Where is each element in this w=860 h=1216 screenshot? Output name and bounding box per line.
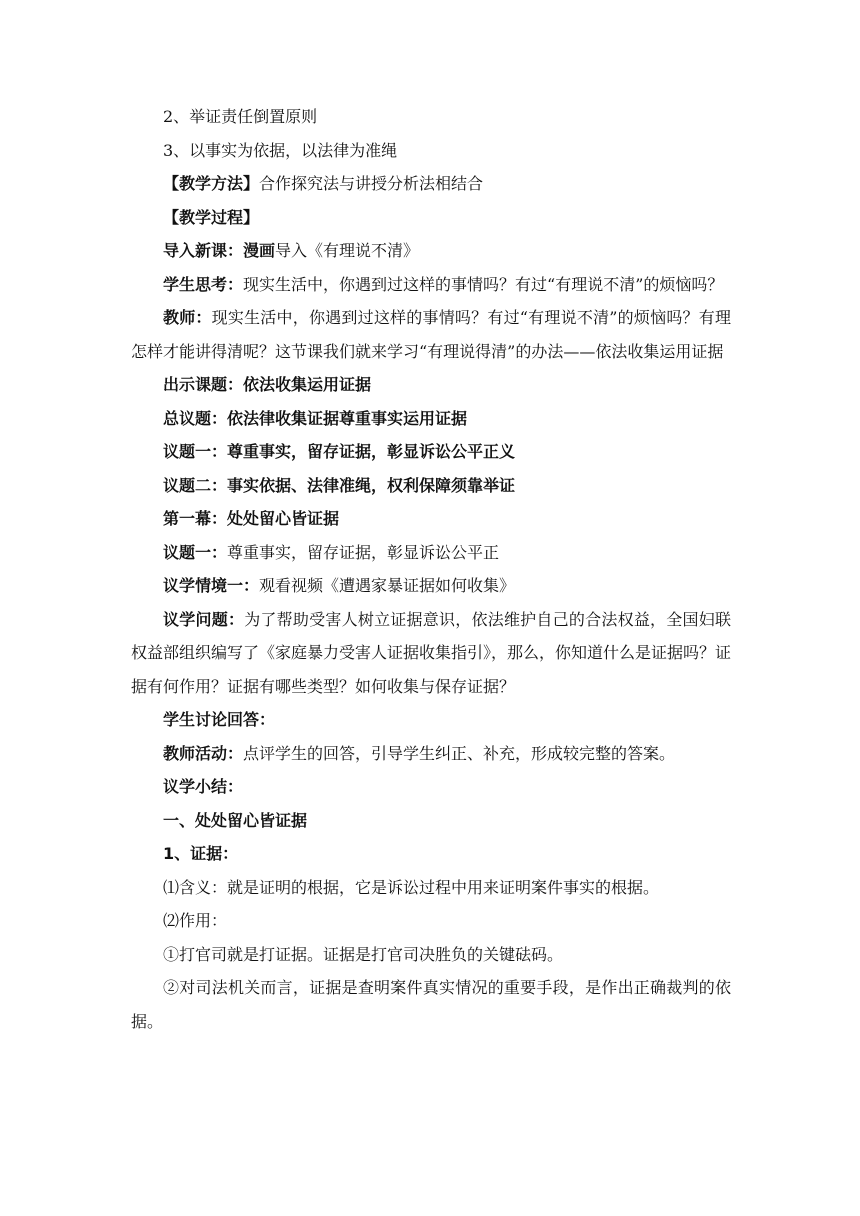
text-line: ⑵作用：: [163, 911, 228, 930]
paragraph-topic-two: [131, 469, 731, 503]
section-label: 议学问题：: [163, 609, 245, 629]
text-line: ②对司法机关而言，证据是查明案件真实情况的重要手段，是作出正确裁判的依据。: [131, 978, 731, 1031]
paragraph-introduction: [131, 234, 731, 268]
paragraph-student-discussion: [131, 703, 731, 737]
paragraph-role-one: [131, 938, 731, 972]
text-line: 尊重事实，留存证据，彰显诉讼公平正: [227, 542, 500, 562]
paragraph-topic-one: [131, 435, 731, 469]
heading-evidence-everywhere: [131, 804, 731, 838]
text-line: 导入《有理说不清》: [275, 241, 420, 260]
paragraph-evidence-meaning: [131, 871, 731, 905]
text-line: 观看视频《遭遇家暴证据如何收集》: [259, 576, 516, 595]
text-line: 总议题：依法律收集证据尊重事实运用证据: [163, 408, 468, 428]
paragraph-scenario-one: [131, 569, 731, 603]
text-line: 合作探究法与讲授分析法相结合: [259, 174, 484, 193]
text-line: 现实生活中，你遇到过这样的事情吗？有过“有理说不清”的烦恼吗？: [243, 274, 724, 294]
text-line: 第一幕：处处留心皆证据: [163, 509, 340, 528]
paragraph-student-thinking: [131, 268, 731, 302]
section-label: 教师：: [163, 308, 212, 327]
text-line: 出示课题：依法收集运用证据: [163, 375, 372, 394]
bold-text: 漫画: [243, 241, 276, 260]
paragraph-facts-and-law: [131, 134, 731, 168]
section-label: 议题一：: [163, 542, 228, 562]
paragraph-teaching-method: [131, 167, 731, 201]
heading-evidence: [131, 837, 731, 871]
section-label: 学生思考：: [163, 274, 244, 294]
text-line: 议学小结：: [163, 777, 244, 796]
text-line: 现实生活中，你遇到过这样的事情吗？有过“有理说不清”的烦恼吗？有理怎样才能讲得清呢？这节课我们就来学习“有理说得清”的办法——依法收集运用证据: [131, 308, 731, 361]
paragraph-show-topic: [131, 368, 731, 402]
section-label: 【教学方法】: [163, 174, 260, 193]
paragraph-summary: [131, 770, 731, 804]
section-label: 议学情境一：: [163, 576, 260, 595]
paragraph-act-one: [131, 502, 731, 536]
section-label: 【教学过程】: [163, 207, 260, 227]
text-line: ①打官司就是打证据。证据是打官司决胜负的关键砝码。: [163, 944, 564, 964]
paragraph-evidence-role: [131, 904, 731, 938]
paragraph-burden-of-proof: [131, 100, 731, 134]
paragraph-role-two: [131, 971, 731, 1038]
text-line: 1、证据：: [163, 844, 239, 863]
paragraph-teacher: [131, 301, 731, 368]
text-line: 学生讨论回答：: [163, 710, 276, 729]
text-line: 议题二：事实依据、法律准绳，权利保障须靠举证: [163, 475, 516, 495]
text-line: ⑴含义：就是证明的根据，它是诉讼过程中用来证明案件事实的根据。: [163, 877, 660, 897]
text-line: 3、以事实为依据，以法律为准绳: [163, 140, 398, 160]
paragraph-teaching-process: [131, 201, 731, 235]
paragraph-discussion-question: [131, 603, 731, 704]
text-line: 一、处处留心皆证据: [163, 810, 308, 830]
section-label: 导入新课：: [163, 241, 244, 260]
document-body: [131, 100, 731, 1038]
paragraph-topic-one-detail: [131, 536, 731, 570]
text-line: 2、举证责任倒置原则: [163, 107, 318, 126]
text-line: 议题一：尊重事实，留存证据，彰显诉讼公平正义: [163, 442, 516, 461]
paragraph-teacher-activity: [131, 737, 731, 771]
paragraph-main-topic: [131, 402, 731, 436]
text-line: 点评学生的回答，引导学生纠正、补充，形成较完整的答案。: [243, 743, 676, 763]
section-label: 教师活动：: [163, 743, 244, 763]
text-line: 为了帮助受害人树立证据意识，依法维护自己的合法权益，全国妇联权益部组织编写了《家庭暴力受害人证据收集指引》，那么，你知道什么是证据吗？证据有何作用？证据有哪些类型？如何收集与保存证据？: [131, 609, 732, 696]
